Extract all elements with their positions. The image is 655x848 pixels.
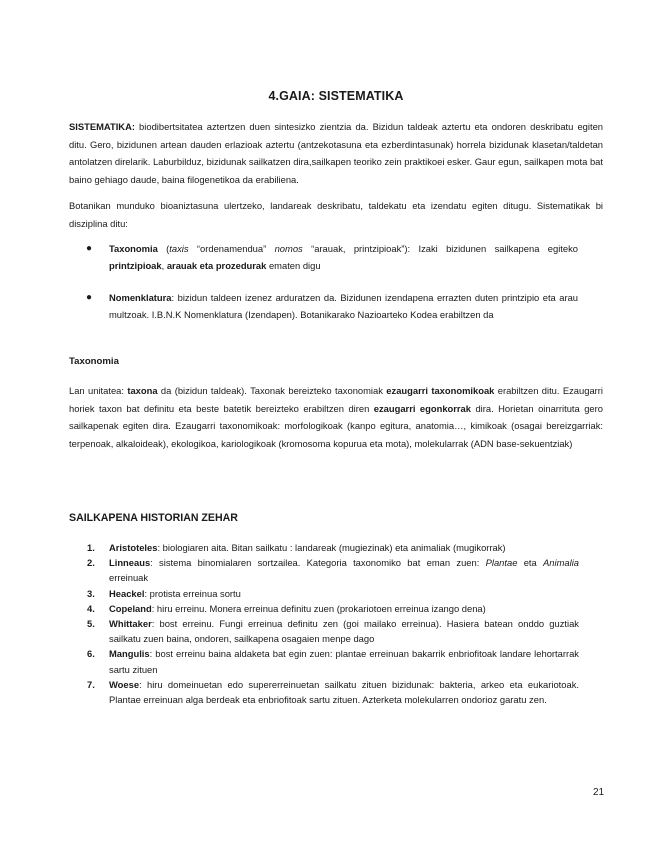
text-run-italic: taxis [169, 243, 189, 254]
list-item [69, 646, 579, 676]
disciplines-list-2 [69, 289, 603, 324]
text-run-bold: taxona [127, 385, 158, 396]
text-run: : bizidun taldeen izenez arduratzen da. Bizidunen izendapena errazten duten printzipio eta arau multzoak. I.B.N.K Nomenklatura (Izendapen). Botanikarako Nazioarteko Kodea erabiltzen da [109, 292, 578, 321]
text-run: : bost erreinu baina aldaketa bat egin zuen: plantae erreinuan bakarrik enbriofitoak landare lehortarrak sartu zituen [109, 648, 579, 675]
text-run: Lan unitatea: [69, 385, 128, 396]
person-name: Mangulis [109, 648, 150, 660]
text-run: : hiru erreinu. Monera erreinua definitu zuen (prokariotoen erreinua izango dena) [151, 602, 486, 614]
item-number: 5. [87, 618, 95, 630]
item-number: 7. [87, 678, 95, 690]
list-item [69, 555, 579, 585]
page-title: 4.GAIA: SISTEMATIKA [268, 89, 404, 103]
text-run: : sistema binomialaren sortzailea. Kategoria taxonomiko bat eman zuen: [150, 557, 486, 569]
text-run: : hiru domeinuetan edo supererreinuetan sailkatu zituen bizidunak: bakteria, arkeo eta eukariotoak. Plantae erreinuan alga berdeak eta enbriofitoak sartu zituen. Azterketa molekularren ondorioz garatu zen. [109, 678, 579, 706]
text-run: “arauak, printzipioak”): Izaki bizidunen sailkapena egiteko [302, 243, 578, 254]
person-name: Heackel [109, 587, 145, 599]
person-name: Aristoteles [109, 542, 158, 553]
text-run: “ordenamendua” [188, 243, 275, 254]
text-run: da (bizidun taldeak). Taxonak bereizteko taxonomiak [157, 385, 387, 396]
bullet-icon: ● [86, 292, 93, 303]
taxonomia-paragraph [69, 382, 603, 452]
intro-text: biodibertsitatea aztertzen duen sintesizko zientzia da. Bizidun taldeak aztertu eta ondoren deskribatu egiten ditu. Gero, bizidunen artean dauden erlazioak aztertu (antzekotasuna eta ezberdintasunak) horrela bizidunak klasetan/taldetan antolatzen direlarik. Laburbilduz, bizidunak sailkatzen dira,sailkapen teoriko zein praktikoei esker. Gaur egun, sailkapen mota bat baino gehiago daude, baina filogenetikoa da erabiliena. [69, 121, 603, 185]
intro-paragraph [69, 118, 603, 188]
intro-term: SISTEMATIKA: [69, 121, 135, 132]
text-run-italic: nomos [274, 243, 303, 254]
list-item [69, 289, 578, 324]
list-item [69, 240, 578, 275]
text-run-bold: printzipioak [109, 260, 162, 272]
history-heading: SAILKAPENA HISTORIAN ZEHAR [69, 512, 238, 524]
text-run: : biologiaren aita. Bitan sailkatu : landareak (mugiezinak) eta animaliak (mugikorrak) [157, 542, 506, 553]
person-name: Whittaker [109, 618, 152, 630]
person-name: Woese [109, 678, 140, 690]
list-item [69, 677, 579, 707]
item-number: 1. [87, 542, 95, 553]
history-list [69, 540, 603, 707]
item-number: 4. [87, 602, 95, 614]
list-item [69, 540, 579, 555]
text-run: dira. Horietan oinarrituta gero sailkapenak egiten dira. Ezaugarri taxonomikoak: morfologikoak (kanpo egitura, anatomia…, kimikoak (osagai bereizgarriak: terpenoak, alkaloideak), ekologikoa, kariologikoak (kromosoma kopurua eta mota), molekularrak (ADN base-sekuentziak) [69, 402, 603, 449]
discipline-name: Taxonomia [109, 243, 158, 254]
list-item [69, 586, 579, 601]
list-item [69, 601, 579, 616]
text-run: ematen digu [266, 260, 321, 272]
text-run-bold: ezaugarri egonkorrak [373, 402, 471, 414]
bullet-icon: ● [86, 243, 93, 254]
text-run: : bost erreinu. Fungi erreinua definitu zen (goi mailako erreinua). Hasiera batean onddo guztiak sailkatu zuen baina, ondoren, sailkapena osagaien menpe dago [109, 618, 579, 645]
person-name: Copeland [109, 602, 152, 614]
text-run-italic: Plantae [485, 557, 518, 569]
text-run: , [161, 260, 167, 272]
page-number: 21 [593, 787, 605, 798]
text-run: : protista erreinua sortu [144, 587, 241, 599]
item-number: 2. [87, 557, 95, 569]
botanika-paragraph: Botanikan munduko bioaniztasuna ulertzeko, landareak deskribatu, taldekatu eta izendatu egiten ditugu. Sistematikak bi disziplina ditu: [69, 200, 603, 229]
taxonomia-heading: Taxonomia [69, 356, 119, 367]
discipline-name: Nomenklatura [109, 292, 172, 303]
item-number: 3. [87, 587, 95, 599]
text-run: ( [157, 243, 170, 254]
item-number: 6. [87, 648, 95, 660]
person-name: Linneaus [109, 557, 151, 569]
text-run-bold: arauak eta prozedurak [166, 260, 267, 272]
list-item [69, 616, 579, 646]
text-run-italic: Animalia [543, 557, 579, 569]
disciplines-list [69, 240, 603, 275]
text-run: eta [517, 557, 544, 569]
text-run: erabiltzen ditu. Ezaugarri horiek taxon bat definitu eta beste batetik bereizteko erabiltzen diren [69, 385, 603, 414]
text-run-bold: ezaugarri taxonomikoak [386, 385, 495, 396]
text-run: erreinuak [109, 572, 149, 584]
